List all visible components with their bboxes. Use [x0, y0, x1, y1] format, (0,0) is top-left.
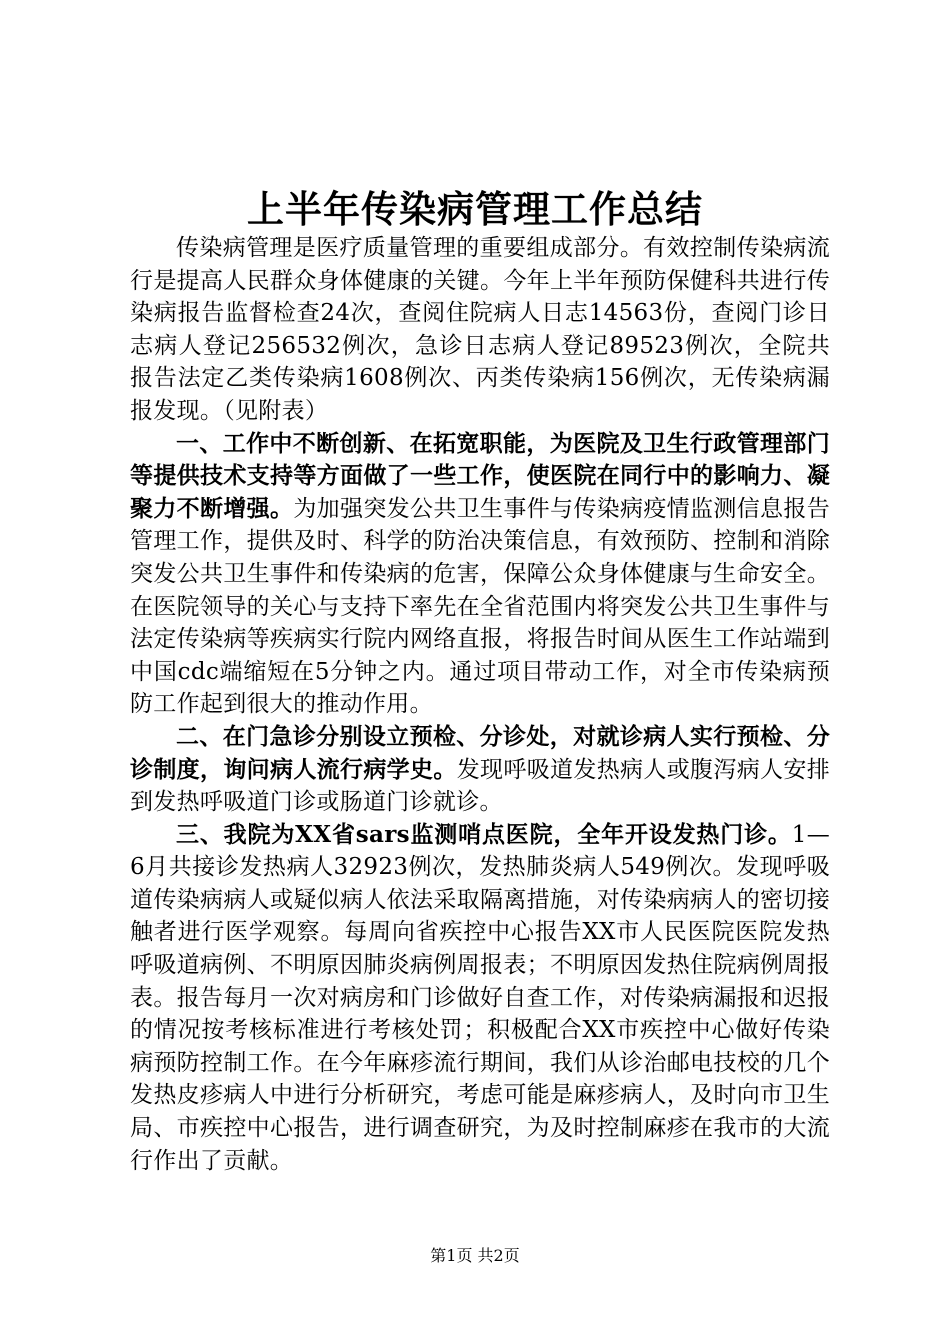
paragraph-intro	[130, 232, 830, 428]
paragraph-lead: 三、我院为XX省sars监测哨点医院，全年开设发热门诊。	[176, 820, 792, 848]
paragraph-lead: 一、工作中不断创新、在拓宽职能，为医院及卫生行政管理部门等提供技术支持等方面做了一些工作，使医院在同行中的影响力、凝聚力不断增强。	[130, 429, 830, 522]
paragraph-section-3	[130, 819, 830, 1178]
page-number-footer: 第1页 共2页	[430, 1246, 520, 1265]
paragraph-section-2	[130, 721, 830, 819]
paragraph-lead: 二、在门急诊分别设立预检、分诊处，对就诊病人实行预检、分诊制度，询问病人流行病学史。	[130, 722, 830, 783]
paragraph-section-1	[130, 428, 830, 721]
paragraph-text: 为加强突发公共卫生事件与传染病疫情监测信息报告管理工作，提供及时、科学的防治决策信息，有效预防、控制和消除突发公共卫生事件和传染病的危害，保障公众身体健康与生命安全。在医院领导的关心与支持下率先在全省范围内将突发公共卫生事件与法定传染病等疾病实行院内网络直报，将报告时间从医生工作站端到中国cdc端缩短在5分钟之内。通过项目带动工作，对全市传染病预防工作起到很大的推动作用。	[130, 495, 830, 718]
paragraph-text: 发现呼吸道发热病人或腹泻病人安排到发热呼吸道门诊或肠道门诊就诊。	[130, 756, 830, 816]
paragraph-text: 传染病管理是医疗质量管理的重要组成部分。有效控制传染病流行是提高人民群众身体健康的关键。今年上半年预防保健科共进行传染病报告监督检查24次，查阅住院病人日志14563份，查阅门诊日志病人登记256532例次，急诊日志病人登记89523例次，全院共报告法定乙类传染病1608例次、丙类传染病156例次，无传染病漏报发现。（见附表）	[130, 235, 830, 424]
document-body	[130, 232, 830, 1177]
document-title: 上半年传染病管理工作总结	[247, 187, 703, 231]
paragraph-text: 1—6月共接诊发热病人32923例次，发热肺炎病人549例次。发现呼吸道传染病病人或疑似病人依法采取隔离措施，对传染病病人的密切接触者进行医学观察。每周向省疾控中心报告XX市人民医院医院发热呼吸道病例、不明原因肺炎病例周报表；不明原因发热住院病例周报表。报告每月一次对病房和门诊做好自查工作，对传染病漏报和迟报的情况按考核标准进行考核处罚；积极配合XX市疾控中心做好传染病预防控制工作。在今年麻疹流行期间，我们从诊治邮电技校的几个发热皮疹病人中进行分析研究，考虑可能是麻疹病人，及时向市卫生局、市疾控中心报告，进行调查研究，为及时控制麻疹在我市的大流行作出了贡献。	[130, 821, 830, 1174]
